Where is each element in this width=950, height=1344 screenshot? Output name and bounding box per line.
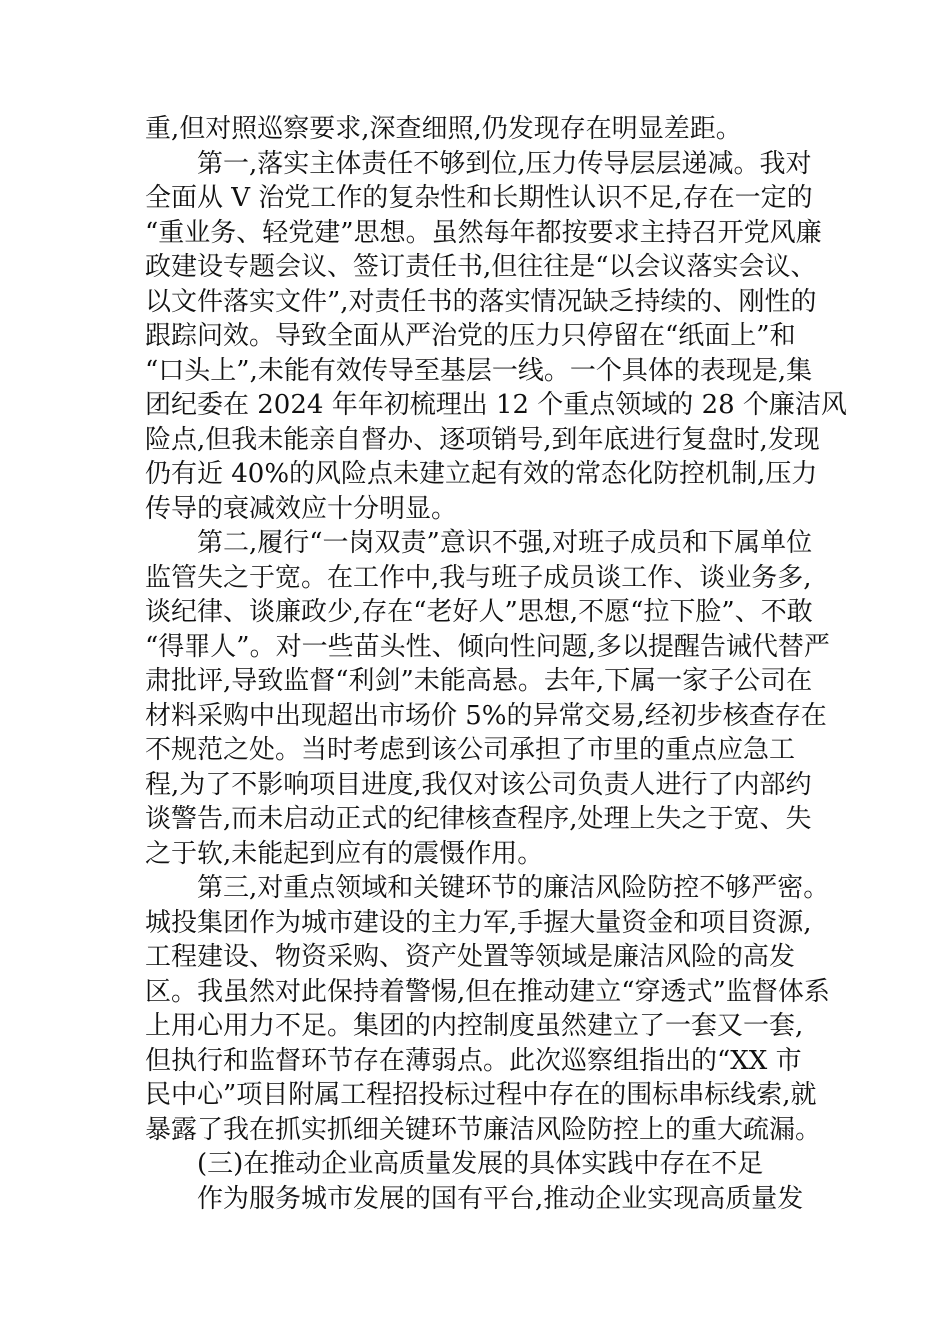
text-line: 民中心”项目附属工程招投标过程中存在的围标串标线索,就 — [145, 1080, 817, 1110]
text-line: 以文件落实文件”,对责任书的落实情况缺乏持续的、刚性的 — [145, 286, 817, 317]
text-line: 上用心用力不足。集团的内控制度虽然建立了一套又一套, — [145, 1011, 804, 1041]
text-line: 传导的衰减效应十分明显。 — [145, 493, 458, 524]
paragraph-first-line: 第二,履行“一岗双责”意识不强,对班子成员和下属单位 — [197, 528, 813, 558]
text-line: 监管失之于宽。在工作中,我与班子成员谈工作、谈业务多, — [145, 562, 812, 593]
text-line: 政建设专题会议、签订责任书,但往往是“以会议落实会议、 — [145, 252, 817, 282]
text-line: 谈警告,而未启动正式的纪律核查程序,处理上失之于宽、失 — [145, 804, 812, 834]
section-heading: (三)在推动企业高质量发展的具体实践中存在不足 — [197, 1149, 764, 1179]
text-line: 程,为了不影响项目进度,我仅对该公司负责人进行了内部约 — [145, 769, 812, 800]
text-line: 险点,但我未能亲自督办、逐项销号,到年底进行复盘时,发现 — [145, 424, 820, 455]
text-line: 之于软,未能起到应有的震慑作用。 — [145, 838, 544, 869]
text-line: 城投集团作为城市建设的主力军,手握大量资金和项目资源, — [145, 907, 812, 938]
text-line: 重,但对照巡察要求,深查细照,仍发现存在明显差距。 — [145, 114, 742, 144]
text-line: 暴露了我在抓实抓细关键环节廉洁风险防控上的重大疏漏。 — [145, 1114, 822, 1145]
text-line: 工程建设、物资采购、资产处置等领域是廉洁风险的高发 — [145, 942, 796, 972]
text-line: 谈纪律、谈廉政少,存在“老好人”思想,不愿“拉下脸”、不敢 — [145, 597, 813, 627]
paragraph-first-line: 第三,对重点领域和关键环节的廉洁风险防控不够严密。 — [197, 873, 830, 903]
text-line: 团纪委在 2024 年年初梳理出 12 个重点领域的 28 个廉洁风 — [145, 390, 847, 420]
text-line: “重业务、轻党建”思想。虽然每年都按要求主持召开党风廉 — [145, 217, 822, 248]
text-line: 全面从 V 治党工作的复杂性和长期性认识不足,存在一定的 — [145, 183, 813, 213]
text-line: 不规范之处。当时考虑到该公司承担了市里的重点应急工 — [145, 735, 796, 765]
document-body — [145, 112, 847, 1216]
text-line: 仍有近 40%的风险点未建立起有效的常态化防控机制,压力 — [145, 459, 818, 489]
text-line: 肃批评,导致监督“利剑”未能高悬。去年,下属一家子公司在 — [145, 666, 813, 696]
paragraph-first-line: 第一,落实主体责任不够到位,压力传导层层递减。我对 — [197, 148, 812, 179]
text-line: 跟踪问效。导致全面从严治党的压力只停留在“纸面上”和 — [145, 321, 796, 351]
paragraph-first-line: 作为服务城市发展的国有平台,推动企业实现高质量发 — [197, 1183, 804, 1214]
text-line: 但执行和监督环节存在薄弱点。此次巡察组指出的“XX 市 — [145, 1045, 802, 1076]
text-line: 材料采购中出现超出市场价 5%的异常交易,经初步核查存在 — [145, 700, 827, 731]
text-line: 区。我虽然对此保持着警惕,但在推动建立“穿透式”监督体系 — [145, 976, 830, 1007]
text-line: “得罪人”。对一些苗头性、倾向性问题,多以提醒告诫代替严 — [145, 631, 830, 662]
text-line: “口头上”,未能有效传导至基层一线。一个具体的表现是,集 — [145, 355, 813, 386]
